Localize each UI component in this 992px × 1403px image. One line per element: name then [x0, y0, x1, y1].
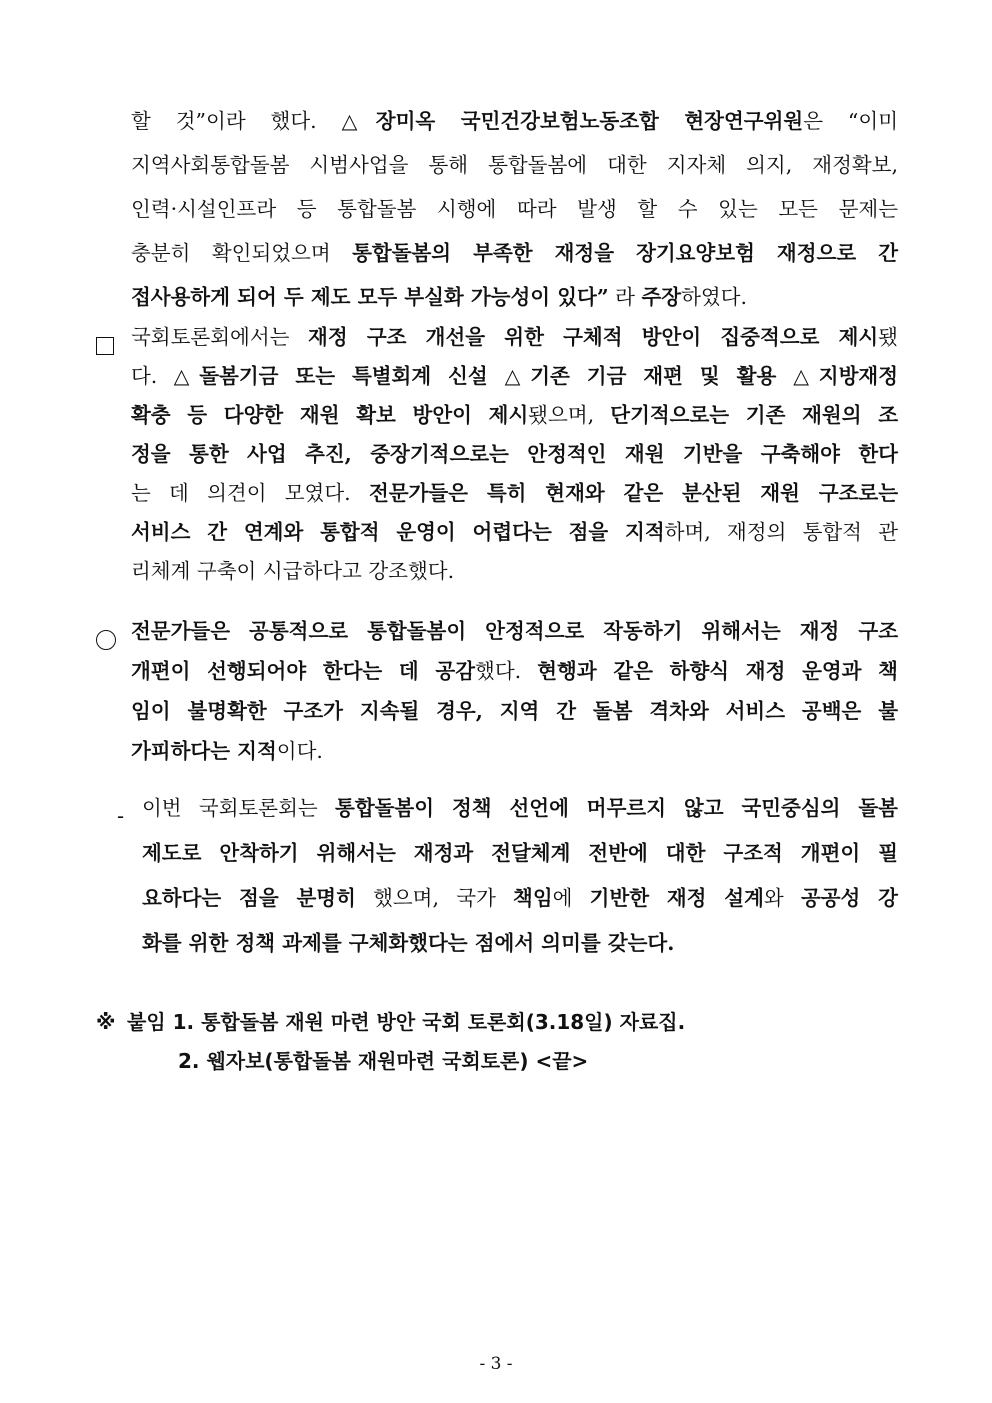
bold-text: 전문가들은 특히 현재와 같은 분산된 재원 구조로는	[368, 481, 898, 505]
bold-text: 접사용하게 되어 두 제도 모두 부실화 가능성이 있다”	[131, 285, 609, 309]
text: 할 것”이라 했다.	[131, 109, 342, 133]
text: 국회토론회에서는	[131, 325, 309, 349]
circle-bullet-icon	[96, 630, 116, 650]
bold-text: 개편이 선행되어야 한다는 데 공감	[131, 659, 476, 683]
text-line	[131, 189, 898, 229]
text-line	[131, 651, 898, 691]
text-line	[131, 731, 898, 771]
bold-text: 확충 등 다양한 재원 확보 방안이 제시	[131, 403, 529, 427]
text-line	[131, 691, 898, 731]
text: 지역사회통합돌봄 시범사업을 통해 통합돌봄에 대한 지자체 의지, 재정확보,	[131, 153, 898, 177]
text: 인력·시설인프라 등 통합돌봄 시행에 따라 발생 할 수 있는 모든 문제는	[131, 197, 898, 221]
text: 됐으며,	[528, 403, 611, 427]
attachment-line-2: 2. 웹자보(통합돌봄 재원마련 국회토론) <끝>	[178, 1049, 589, 1073]
text-line	[131, 611, 898, 651]
bold-text: 주장	[641, 285, 682, 309]
bold-text: 임이 불명확한 구조가 지속될 경우, 지역 간 돌봄 격차와 서비스 공백은 불	[131, 699, 898, 723]
text-line	[142, 788, 898, 828]
square-bullet-icon	[96, 337, 114, 355]
text-line	[131, 434, 898, 474]
bold-text: 재정 구조 개선을 위한 구체적 방안이 집중적으로 제시	[308, 325, 879, 349]
text-line	[131, 473, 898, 513]
text-line	[131, 145, 898, 185]
text: 은 “이미	[803, 109, 899, 133]
text: 했다.	[475, 659, 538, 683]
text-line	[131, 551, 898, 591]
attachment-line-1: 붙임 1. 통합돌봄 재원 마련 방안 국회 토론회(3.18일) 자료집.	[127, 1010, 686, 1034]
bold-text: △장미옥 국민건강보험노동조합 현장연구위원	[341, 109, 804, 133]
text: 는 데 의견이 모였다.	[131, 481, 369, 505]
bold-text: 책임	[513, 886, 553, 910]
text-line	[131, 233, 898, 273]
bold-text: 단기적으로는 기존 재원의 조	[610, 403, 898, 427]
bold-text: 요하다는 점을 분명히	[142, 886, 356, 910]
text: 하며, 재정의 통합적 관	[664, 520, 898, 544]
text: 와	[763, 886, 801, 910]
reference-mark: ※	[96, 1010, 116, 1034]
text: 에	[552, 886, 590, 910]
text-line	[131, 277, 898, 317]
bold-text: 공공성 강	[800, 886, 898, 910]
bold-text: 통합돌봄의 부족한 재정을 장기요양보험 재정으로 간	[352, 241, 898, 265]
text: 됐	[878, 325, 899, 349]
bold-text: 정을 통한 사업 추진, 중장기적으로는 안정적인 재원 기반을 구축해야 한다	[131, 442, 898, 466]
dash-bullet: -	[117, 804, 125, 828]
bold-text: 서비스 간 연계와 통합적 운영이 어렵다는 점을 지적	[131, 520, 665, 544]
text-line	[131, 395, 898, 435]
text: 리체계 구축이 시급하다고 강조했다.	[131, 559, 455, 583]
bold-text: △돌봄기금 또는 특별회계 신설 △기존 기금 재편 및 활용 △지방재정	[173, 364, 898, 388]
text-line	[142, 833, 898, 873]
bold-text: 화를 위한 정책 과제를 구체화했다는 점에서 의미를 갖는다.	[142, 931, 675, 955]
bold-text: 가피하다는 지적	[131, 739, 277, 763]
text: 했으며, 국가	[355, 886, 514, 910]
text: 라	[608, 285, 642, 309]
text: 충분히 확인되었으며	[131, 241, 353, 265]
text-line	[142, 923, 898, 963]
bold-text: 현행과 같은 하향식 재정 운영과 책	[537, 659, 898, 683]
bold-text: 기반한 재정 설계	[589, 886, 764, 910]
text-line	[131, 512, 898, 552]
text: 이다.	[276, 739, 323, 763]
text: 다.	[131, 364, 174, 388]
bold-text: 제도로 안착하기 위해서는 재정과 전달체계 전반에 대한 구조적 개편이 필	[142, 841, 898, 865]
text-line	[131, 356, 898, 396]
bold-text: 전문가들은 공통적으로 통합돌봄이 안정적으로 작동하기 위해서는 재정 구조	[131, 619, 898, 643]
text: 하였다.	[681, 285, 748, 309]
text-line	[131, 101, 898, 141]
bold-text: 통합돌봄이 정책 선언에 머무르지 않고 국민중심의 돌봄	[335, 796, 898, 820]
text-line	[131, 317, 898, 357]
text: 이번 국회토론회는	[142, 796, 336, 820]
page-number: - 3 -	[479, 1354, 513, 1374]
text-line	[142, 878, 898, 918]
